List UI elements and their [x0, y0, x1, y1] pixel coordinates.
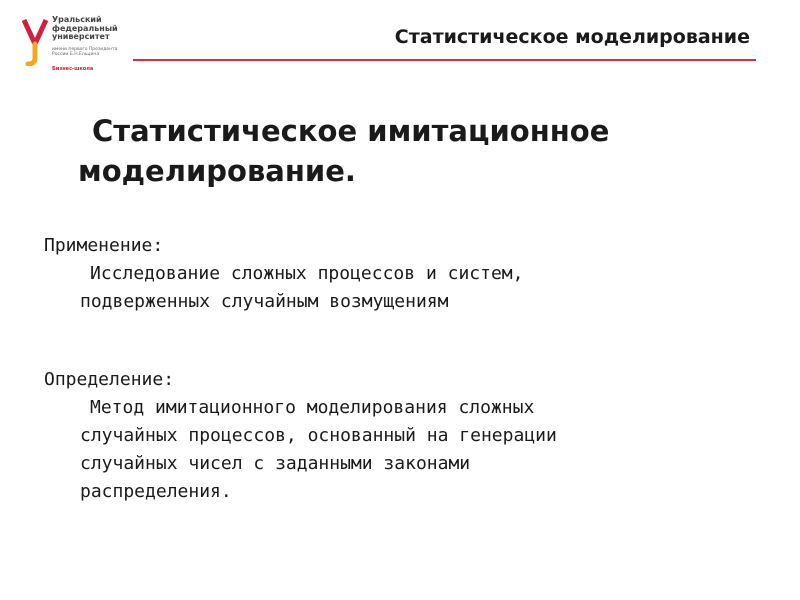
definition-section — [44, 366, 764, 506]
slide-title — [78, 111, 768, 191]
urfu-logo-mark-icon — [22, 18, 48, 66]
application-text-line: подверженных случайным возмущениям — [80, 291, 449, 312]
application-section — [44, 232, 764, 316]
logo-university-subtitle: имени первого Президента России Б.Н.Ельцина — [52, 47, 118, 57]
header-divider — [133, 59, 756, 61]
slide-title-line-2: моделирование. — [78, 154, 356, 188]
definition-text — [44, 394, 764, 506]
university-logo — [22, 14, 142, 76]
definition-text-line: распределения. — [80, 481, 232, 502]
definition-text-line: Метод имитационного моделирования сложных — [90, 397, 535, 418]
header-title: Статистическое моделирование — [394, 26, 750, 48]
application-text — [44, 260, 764, 316]
slide-title-line-1: Статистическое имитационное — [92, 114, 610, 148]
definition-text-line: случайных процессов, основанный на генерации — [80, 425, 557, 446]
application-label: Применение: — [44, 235, 164, 256]
logo-university-name: Уральский федеральный университет — [52, 15, 118, 41]
application-text-line: Исследование сложных процессов и систем, — [90, 263, 524, 284]
logo-school-name: Бизнес-школа — [52, 66, 94, 72]
definition-label: Определение: — [44, 369, 175, 390]
definition-text-line: случайных чисел с заданными законами — [80, 453, 471, 474]
